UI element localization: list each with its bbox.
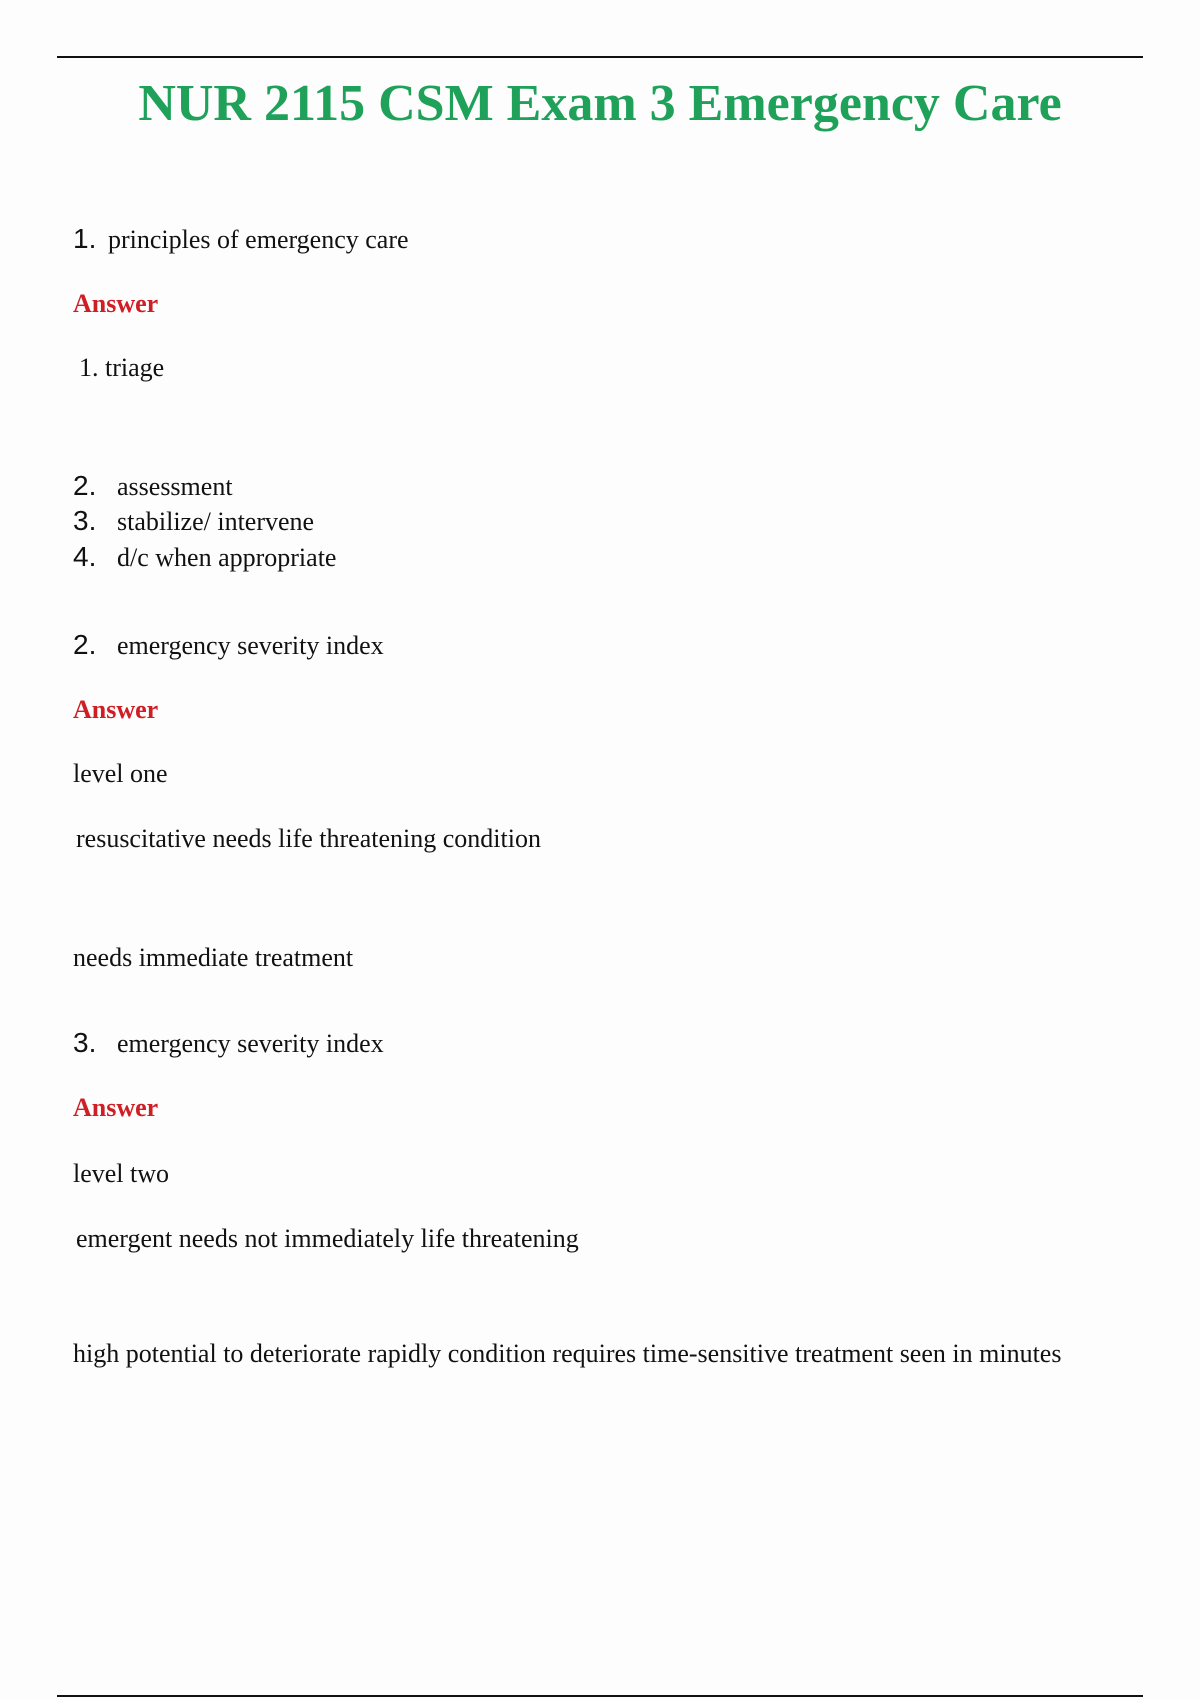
bottom-rule [57,1695,1143,1697]
answer-line: level one [73,759,168,788]
answer-line: high potential to deteriorate rapidly condition requires time-sensitive treatment seen in minutes [73,1339,1062,1368]
answer-list-item [73,470,233,503]
question-text: principles of emergency care [108,225,409,254]
list-number: 4. [73,541,97,572]
question-number: 2. [73,629,97,660]
list-text: assessment [117,472,233,501]
top-rule [57,56,1143,58]
answer-label: Answer [73,1093,159,1122]
answer-line: 1. triage [79,353,165,382]
list-text: d/c when appropriate [117,543,337,572]
answer-list-item [73,505,314,538]
answer-line: needs immediate treatment [73,943,354,972]
answer-line: emergent needs not immediately life threatening [76,1224,579,1253]
question-text: emergency severity index [117,1029,384,1058]
question-2 [73,629,384,662]
question-text: emergency severity index [117,631,384,660]
list-number: 2. [73,470,97,501]
question-1 [73,223,409,256]
question-number: 1. [73,223,97,254]
answer-label: Answer [73,289,159,318]
question-number: 3. [73,1027,97,1058]
answer-line: level two [73,1159,170,1188]
question-3 [73,1027,384,1060]
answer-list-item [73,541,336,574]
document-title: NUR 2115 CSM Exam 3 Emergency Care [138,75,1062,132]
list-text: stabilize/ intervene [117,507,315,536]
answer-line: resuscitative needs life threatening condition [76,824,541,853]
answer-label: Answer [73,695,159,724]
list-number: 3. [73,505,97,536]
